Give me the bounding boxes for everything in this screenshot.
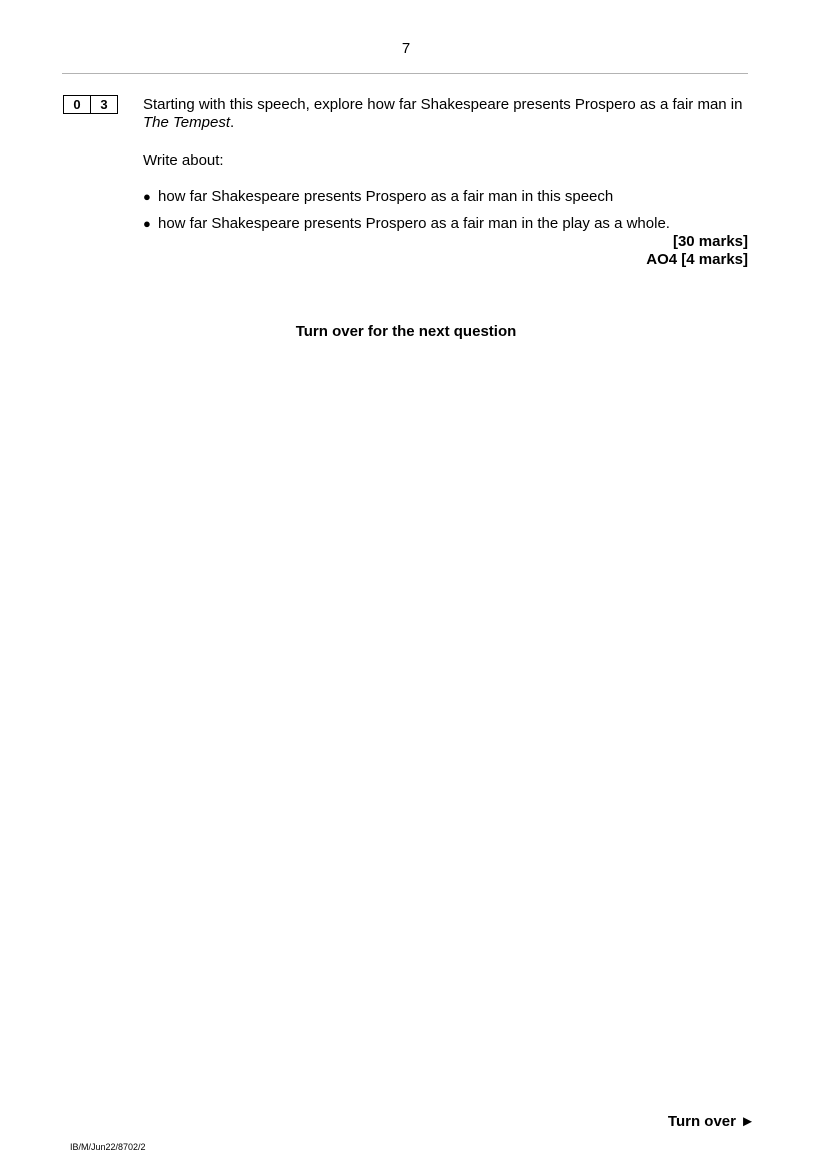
bullet-text: how far Shakespeare presents Prospero as a fair man in the play as a whole. [158,215,670,232]
ao4-marks-label: AO4 [4 marks] [646,251,748,268]
next-question-notice: Turn over for the next question [295,323,517,340]
write-about-label: Write about: [143,152,224,169]
play-title: The Tempest [143,114,230,131]
bullet-icon: ● [143,216,151,231]
marks-label: [30 marks] [672,233,748,250]
bullet-icon: ● [143,189,151,204]
question-number-digit-2: 3 [90,96,117,113]
prompt-text: Starting with this speech, explore how far Shakespeare presents Prospero as a fair man in [143,96,743,113]
document-code: IB/M/Jun22/8702/2 [70,1142,146,1152]
header-divider [62,73,748,74]
question-number-digit-1: 0 [73,97,81,112]
prompt-end: . [230,114,235,131]
turn-over-label: Turn over ► [667,1113,755,1130]
question-prompt [143,96,748,132]
page-number: 7 [401,40,411,57]
bullet-item [143,188,613,205]
bullet-text: how far Shakespeare presents Prospero as a fair man in this speech [158,188,614,205]
bullet-item [143,215,670,232]
question-number-box [63,95,118,114]
